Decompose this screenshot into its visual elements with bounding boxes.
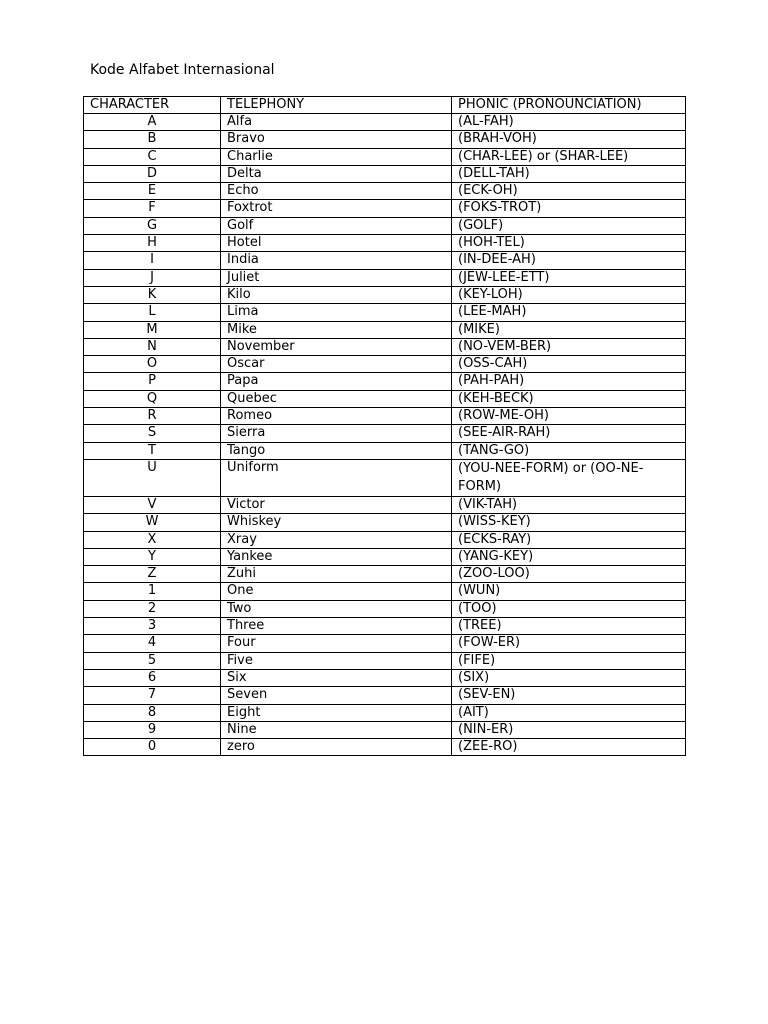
cell-phonic: (GOLF) <box>452 217 686 234</box>
cell-character: 1 <box>84 583 221 600</box>
cell-character: C <box>84 148 221 165</box>
table-row <box>84 165 686 182</box>
cell-phonic: (VIK-TAH) <box>452 496 686 513</box>
column-header-telephony: TELEPHONY <box>221 97 452 114</box>
cell-character: M <box>84 321 221 338</box>
cell-phonic: (BRAH-VOH) <box>452 131 686 148</box>
cell-phonic: (YANG-KEY) <box>452 548 686 565</box>
cell-telephony: One <box>221 583 452 600</box>
cell-telephony: Uniform <box>221 459 452 496</box>
cell-phonic: (OSS-CAH) <box>452 356 686 373</box>
cell-character: P <box>84 373 221 390</box>
alphabet-table <box>83 96 686 756</box>
cell-character: Q <box>84 390 221 407</box>
column-header-phonic: PHONIC (PRONOUNCIATION) <box>452 97 686 114</box>
cell-phonic: (JEW-LEE-ETT) <box>452 269 686 286</box>
cell-character: E <box>84 183 221 200</box>
cell-phonic: (PAH-PAH) <box>452 373 686 390</box>
cell-phonic: (ZOO-LOO) <box>452 566 686 583</box>
cell-character: T <box>84 442 221 459</box>
cell-telephony: Golf <box>221 217 452 234</box>
cell-telephony: Bravo <box>221 131 452 148</box>
table-row <box>84 356 686 373</box>
table-row <box>84 425 686 442</box>
cell-character: B <box>84 131 221 148</box>
cell-phonic: (IN-DEE-AH) <box>452 252 686 269</box>
table-row <box>84 252 686 269</box>
cell-character: 0 <box>84 739 221 756</box>
table-row <box>84 635 686 652</box>
table-row <box>84 304 686 321</box>
table-row <box>84 373 686 390</box>
cell-phonic: (ECK-OH) <box>452 183 686 200</box>
cell-phonic: (ZEE-RO) <box>452 739 686 756</box>
cell-character: K <box>84 286 221 303</box>
table-row <box>84 459 686 496</box>
cell-telephony: Three <box>221 618 452 635</box>
cell-phonic: (NO-VEM-BER) <box>452 338 686 355</box>
cell-character: H <box>84 235 221 252</box>
cell-phonic: (WUN) <box>452 583 686 600</box>
cell-telephony: Eight <box>221 704 452 721</box>
table-row <box>84 531 686 548</box>
cell-telephony: Delta <box>221 165 452 182</box>
cell-telephony: Nine <box>221 721 452 738</box>
cell-phonic: (NIN-ER) <box>452 721 686 738</box>
cell-character: Y <box>84 548 221 565</box>
cell-character: 4 <box>84 635 221 652</box>
cell-character: G <box>84 217 221 234</box>
cell-character: L <box>84 304 221 321</box>
cell-character: N <box>84 338 221 355</box>
cell-telephony: Zuhi <box>221 566 452 583</box>
page-title: Kode Alfabet Internasional <box>90 62 275 78</box>
cell-phonic: (FOW-ER) <box>452 635 686 652</box>
cell-phonic: (MIKE) <box>452 321 686 338</box>
cell-telephony: Six <box>221 669 452 686</box>
cell-telephony: Charlie <box>221 148 452 165</box>
table-row <box>84 583 686 600</box>
cell-telephony: Oscar <box>221 356 452 373</box>
cell-phonic: (SEE-AIR-RAH) <box>452 425 686 442</box>
cell-telephony: India <box>221 252 452 269</box>
cell-telephony: Papa <box>221 373 452 390</box>
table-row <box>84 217 686 234</box>
table-row <box>84 548 686 565</box>
cell-telephony: Tango <box>221 442 452 459</box>
cell-telephony: Quebec <box>221 390 452 407</box>
cell-telephony: Mike <box>221 321 452 338</box>
cell-telephony: Kilo <box>221 286 452 303</box>
cell-telephony: Lima <box>221 304 452 321</box>
table-row <box>84 669 686 686</box>
cell-telephony: Five <box>221 652 452 669</box>
cell-character: D <box>84 165 221 182</box>
table-row <box>84 200 686 217</box>
cell-character: S <box>84 425 221 442</box>
cell-phonic: (SIX) <box>452 669 686 686</box>
cell-phonic: (DELL-TAH) <box>452 165 686 182</box>
table-row <box>84 114 686 131</box>
cell-character: W <box>84 514 221 531</box>
cell-phonic: (ECKS-RAY) <box>452 531 686 548</box>
cell-telephony: Juliet <box>221 269 452 286</box>
table-row <box>84 338 686 355</box>
cell-character: J <box>84 269 221 286</box>
cell-phonic: (CHAR-LEE) or (SHAR-LEE) <box>452 148 686 165</box>
table-row <box>84 721 686 738</box>
table-row <box>84 600 686 617</box>
cell-phonic: (HOH-TEL) <box>452 235 686 252</box>
cell-telephony: Romeo <box>221 408 452 425</box>
table-row <box>84 390 686 407</box>
cell-telephony: Xray <box>221 531 452 548</box>
table-row <box>84 496 686 513</box>
table-row <box>84 235 686 252</box>
table-row <box>84 687 686 704</box>
table-row <box>84 321 686 338</box>
cell-character: O <box>84 356 221 373</box>
cell-telephony: Two <box>221 600 452 617</box>
table-header-row <box>84 97 686 114</box>
table-row <box>84 408 686 425</box>
cell-character: R <box>84 408 221 425</box>
table-row <box>84 269 686 286</box>
cell-character: 3 <box>84 618 221 635</box>
table-row <box>84 566 686 583</box>
cell-character: V <box>84 496 221 513</box>
cell-character: 7 <box>84 687 221 704</box>
table-row <box>84 148 686 165</box>
cell-phonic: (TANG-GO) <box>452 442 686 459</box>
cell-character: 5 <box>84 652 221 669</box>
cell-telephony: Whiskey <box>221 514 452 531</box>
table-row <box>84 286 686 303</box>
table-row <box>84 183 686 200</box>
cell-character: 6 <box>84 669 221 686</box>
cell-telephony: Foxtrot <box>221 200 452 217</box>
cell-character: Z <box>84 566 221 583</box>
cell-phonic: (YOU-NEE-FORM) or (OO-NE-FORM) <box>452 459 686 496</box>
cell-character: 8 <box>84 704 221 721</box>
column-header-character: CHARACTER <box>84 97 221 114</box>
table-body <box>84 114 686 756</box>
table-row <box>84 704 686 721</box>
cell-telephony: Yankee <box>221 548 452 565</box>
cell-phonic: (WISS-KEY) <box>452 514 686 531</box>
table-row <box>84 514 686 531</box>
cell-character: 2 <box>84 600 221 617</box>
cell-telephony: Alfa <box>221 114 452 131</box>
cell-phonic: (FIFE) <box>452 652 686 669</box>
cell-phonic: (FOKS-TROT) <box>452 200 686 217</box>
cell-telephony: Victor <box>221 496 452 513</box>
cell-phonic: (TOO) <box>452 600 686 617</box>
cell-phonic: (KEY-LOH) <box>452 286 686 303</box>
cell-character: I <box>84 252 221 269</box>
cell-telephony: Sierra <box>221 425 452 442</box>
table-row <box>84 652 686 669</box>
cell-telephony: zero <box>221 739 452 756</box>
cell-telephony: Echo <box>221 183 452 200</box>
cell-phonic: (AL-FAH) <box>452 114 686 131</box>
table-row <box>84 739 686 756</box>
table-row <box>84 618 686 635</box>
cell-phonic: (AIT) <box>452 704 686 721</box>
cell-phonic: (KEH-BECK) <box>452 390 686 407</box>
cell-telephony: Seven <box>221 687 452 704</box>
cell-telephony: Hotel <box>221 235 452 252</box>
cell-character: F <box>84 200 221 217</box>
cell-phonic: (ROW-ME-OH) <box>452 408 686 425</box>
cell-character: U <box>84 459 221 496</box>
table-row <box>84 442 686 459</box>
cell-telephony: November <box>221 338 452 355</box>
cell-telephony: Four <box>221 635 452 652</box>
cell-character: X <box>84 531 221 548</box>
cell-phonic: (LEE-MAH) <box>452 304 686 321</box>
cell-phonic: (TREE) <box>452 618 686 635</box>
cell-character: A <box>84 114 221 131</box>
cell-character: 9 <box>84 721 221 738</box>
cell-phonic: (SEV-EN) <box>452 687 686 704</box>
table-row <box>84 131 686 148</box>
